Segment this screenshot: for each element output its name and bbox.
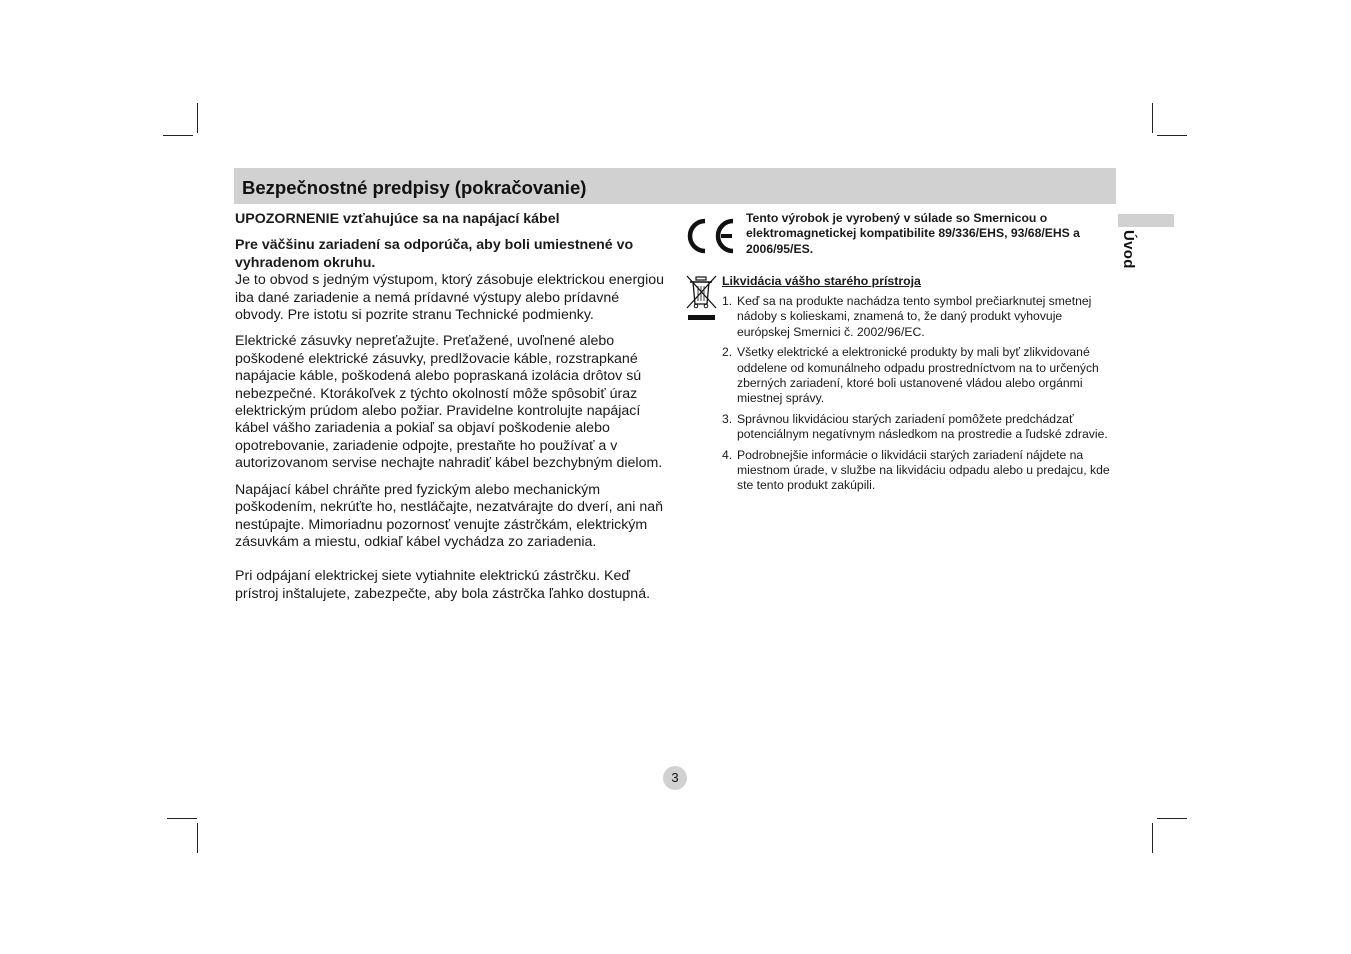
crop-mark: [1157, 818, 1187, 819]
paragraph-unplug: Pri odpájaní elektrickej siete vytiahnite elektrickú zástrčku. Keď prístroj inštalujete, zabezpečte, aby bola zástrčka ľahko dostupná.: [235, 568, 651, 602]
crop-mark: [163, 135, 193, 136]
page-title: Bezpečnostné predpisy (pokračovanie): [242, 177, 587, 198]
section-heading: UPOZORNENIE vzťahujúce sa na napájací kábel: [235, 211, 560, 227]
crop-mark: [1152, 823, 1153, 853]
list-item: 1. Keď sa na produkte nachádza tento symbol prečiarknutej smetnej nádoby s kolieskami, znamená to, že daný produkt vyhovuje európskej Smernici č. 2002/96/EC.: [722, 294, 1092, 339]
crossed-out-bin-icon: [686, 274, 718, 324]
crop-mark: [167, 818, 197, 819]
ce-compliance-text: Tento výrobok je vyrobený v súlade so Smernicou o elektromagnetickej kompatibilite 89/336/EHS, 93/68/EHS a 2006/95/ES.: [746, 211, 1080, 256]
disposal-title: Likvidácia vášho starého prístroja: [722, 274, 921, 288]
list-item: 4. Podrobnejšie informácie o likvidácii starých zariadení nájdete na miestnom úrade, v službe na likvidáciu odpadu alebo u predajcu, kde ste tento produkt zakúpili.: [722, 447, 1110, 493]
crop-mark: [197, 103, 198, 133]
crop-mark: [197, 823, 198, 853]
section-tab: [1118, 214, 1174, 227]
left-column: [235, 211, 665, 603]
list-item: 3. Správnou likvidáciou starých zariadení pomôžete predchádzať potenciálnym negatívnym následkom na prostredie a ľudské zdravie.: [722, 411, 1108, 442]
crop-mark: [1152, 103, 1153, 133]
header-bar: [234, 168, 1116, 204]
subheading: Pre väčšinu zariadení sa odporúča, aby boli umiestnené vo vyhradenom okruhu.: [235, 237, 634, 271]
section-tab-label: Úvod: [1120, 230, 1137, 269]
paragraph-overload: Elektrické zásuvky nepreťažujte. Preťažené, uvoľnené alebo poškodené elektrické zásuvky, predlžovacie káble, rozstrapkané napájacie káble, poškodená alebo popraskaná izolácia drôtov sú nebezpečné. Ktorákoľvek z týchto okolností môže spôsobiť úraz elektrickým prúdom alebo požiar. Pravidelne kontrolujte napájací kábel vášho zariadenia a pokiaľ sa objaví poškodenie alebo opotrebovanie, zariadenie odpojte, prestaňte ho používať a v autorizovanom servise nechajte nahradiť kábel bezchybným dielom.: [235, 333, 663, 472]
intro-paragraph: Je to obvod s jedným výstupom, ktorý zásobuje elektrickou energiou iba dané zariadenie a nemá prídavné výstupy alebo prídavné obvody. Pre istotu si pozrite stranu Technické podmienky.: [235, 272, 664, 324]
page-number: 3: [663, 766, 687, 790]
crop-mark: [1157, 135, 1187, 136]
ce-mark-icon: [686, 217, 738, 255]
disposal-list: [722, 294, 1112, 499]
paragraph-protection: Napájací kábel chráňte pred fyzickým alebo mechanickým poškodením, nekrúťte ho, nestláčajte, nezatvárajte do dverí, ani naň nestúpajte. Mimoriadnu pozornosť venujte zástrčkám, elektrickým zásuvkám a miestu, odkiaľ kábel vychádza zo zariadenia.: [235, 481, 664, 550]
list-item: 2. Všetky elektrické a elektronické produkty by mali byť zlikvidované oddelene od komunálneho odpadu prostredníctvom na to určených zberných zariadení, ktoré boli ustanovené vládou alebo orgánmi miestnej správy.: [722, 345, 1099, 406]
